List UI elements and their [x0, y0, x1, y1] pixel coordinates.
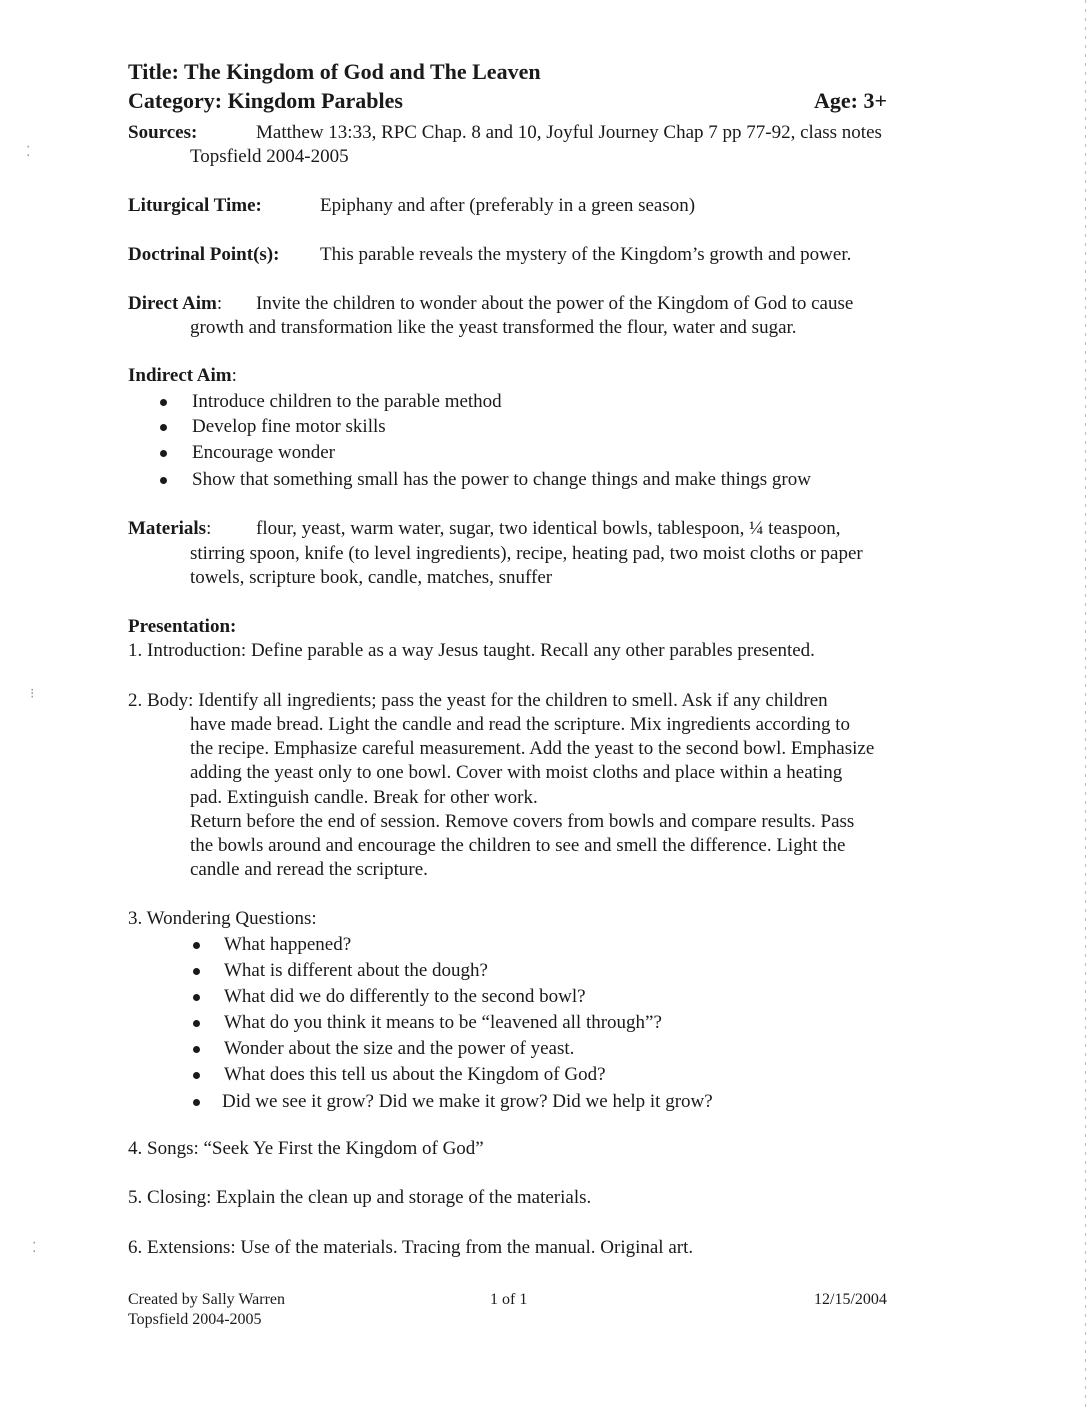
- sources-label: Sources:: [128, 122, 198, 143]
- presentation-body-line: the recipe. Emphasize careful measurement. Add the yeast to the second bowl. Emphasize: [190, 738, 875, 759]
- bullet-icon: [193, 1072, 200, 1079]
- scan-edge-line: [1085, 0, 1086, 1408]
- document-category: Category: Kingdom Parables: [128, 88, 403, 113]
- bullet-icon: [193, 1046, 200, 1053]
- materials-label: Materials:: [128, 518, 212, 539]
- indirect-aim-item: Develop fine motor skills: [160, 415, 167, 439]
- document-title: Title: The Kingdom of God and The Leaven: [128, 59, 541, 84]
- bullet-icon: [160, 477, 167, 484]
- presentation-body-line: adding the yeast only to one bowl. Cover with moist cloths and place within a heating: [190, 762, 843, 783]
- bullet-icon: [160, 424, 167, 431]
- scan-speck: ⁝: [30, 687, 35, 702]
- presentation-extensions: 6. Extensions: Use of the materials. Tracing from the manual. Original art.: [128, 1237, 694, 1258]
- wondering-question-item: What do you think it means to be “leavened all through”?: [193, 1011, 200, 1035]
- presentation-body-line: the bowls around and encourage the children to see and smell the difference. Light the: [190, 835, 846, 856]
- materials-line-3: towels, scripture book, candle, matches, snuffer: [190, 567, 553, 588]
- wondering-question-item: Wonder about the size and the power of yeast.: [193, 1037, 200, 1061]
- direct-aim-line-2: growth and transformation like the yeast transformed the flour, water and sugar.: [190, 317, 797, 338]
- wondering-question-item: What is different about the dough?: [193, 959, 200, 983]
- materials-line-2: stirring spoon, knife (to level ingredients), recipe, heating pad, two moist cloths or paper: [190, 543, 863, 564]
- bullet-icon: [193, 968, 200, 975]
- presentation-body-line: Return before the end of session. Remove covers from bowls and compare results. Pass: [190, 811, 855, 832]
- presentation-body-line: pad. Extinguish candle. Break for other work.: [190, 787, 538, 808]
- bullet-icon: [160, 399, 167, 406]
- indirect-aim-item: Encourage wonder: [160, 441, 167, 465]
- document-age: Age: 3+: [814, 88, 888, 113]
- wondering-questions-heading: 3. Wondering Questions:: [128, 908, 317, 929]
- footer-created-by: Created by Sally Warren: [128, 1291, 286, 1308]
- footer-page-number: 1 of 1: [490, 1291, 528, 1308]
- wondering-question-item: Did we see it grow? Did we make it grow? Did we help it grow?: [193, 1090, 200, 1114]
- sources-line-2: Topsfield 2004-2005: [190, 146, 349, 167]
- bullet-icon: [193, 1020, 200, 1027]
- doctrinal-point-label: Doctrinal Point(s):: [128, 244, 280, 265]
- bullet-icon: [160, 450, 167, 457]
- doctrinal-point-text: This parable reveals the mystery of the Kingdom’s growth and power.: [320, 244, 852, 265]
- presentation-body-line: candle and reread the scripture.: [190, 859, 428, 880]
- wondering-question-item: What happened?: [193, 933, 200, 957]
- presentation-body-line: 2. Body: Identify all ingredients; pass the yeast for the children to smell. Ask if any children: [128, 690, 828, 711]
- footer-date: 12/15/2004: [814, 1291, 887, 1308]
- liturgical-time-text: Epiphany and after (preferably in a green season): [320, 195, 696, 216]
- bullet-icon: [193, 942, 200, 949]
- indirect-aim-item: Show that something small has the power to change things and make things grow: [160, 468, 167, 492]
- bullet-icon: [193, 994, 200, 1001]
- scan-speck: ⁚: [32, 1241, 37, 1256]
- bullet-icon: [193, 1099, 200, 1106]
- direct-aim-line-1: Invite the children to wonder about the power of the Kingdom of God to cause: [256, 293, 854, 314]
- presentation-introduction: 1. Introduction: Define parable as a way Jesus taught. Recall any other parables presented.: [128, 640, 815, 661]
- presentation-closing: 5. Closing: Explain the clean up and storage of the materials.: [128, 1187, 592, 1208]
- presentation-body-line: have made bread. Light the candle and read the scripture. Mix ingredients according to: [190, 714, 850, 735]
- materials-line-1: flour, yeast, warm water, sugar, two identical bowls, tablespoon, ¼ teaspoon,: [256, 518, 841, 539]
- wondering-question-item: What does this tell us about the Kingdom of God?: [193, 1063, 200, 1087]
- presentation-songs: 4. Songs: “Seek Ye First the Kingdom of God”: [128, 1138, 484, 1159]
- footer-location: Topsfield 2004-2005: [128, 1311, 262, 1328]
- scan-speck: ⁚: [26, 145, 31, 160]
- indirect-aim-item: Introduce children to the parable method: [160, 390, 167, 414]
- wondering-question-item: What did we do differently to the second bowl?: [193, 985, 200, 1009]
- liturgical-time-label: Liturgical Time:: [128, 195, 262, 216]
- indirect-aim-label: Indirect Aim:: [128, 365, 237, 386]
- sources-line-1: Matthew 13:33, RPC Chap. 8 and 10, Joyful Journey Chap 7 pp 77-92, class notes: [256, 122, 882, 143]
- presentation-label: Presentation:: [128, 616, 237, 637]
- direct-aim-label: Direct Aim:: [128, 293, 223, 314]
